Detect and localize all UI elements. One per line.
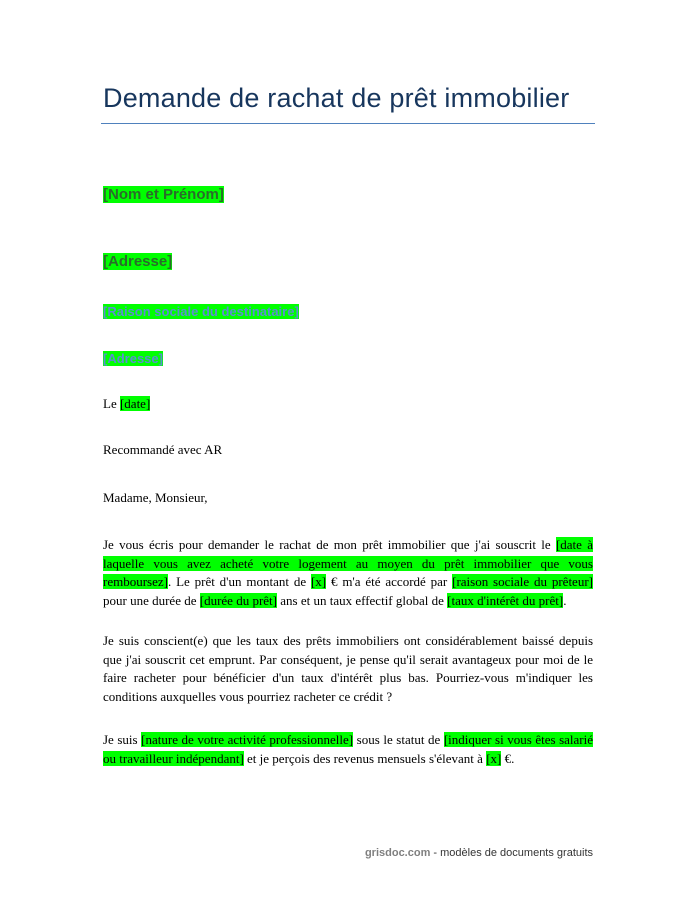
date-placeholder: [date] [119, 396, 151, 411]
p3-text-3: et je perçois des revenus mensuels s'élevant à [243, 750, 487, 766]
recipient-company-field [103, 304, 299, 319]
p1-duration-placeholder: [durée du prêt] [199, 592, 277, 608]
delivery-mode: Recommandé avec AR [103, 442, 223, 457]
paragraph-request: Je suis conscient(e) que les taux des prêts immobiliers ont considérablement baissé depuis que j'ai souscrit cet emprunt. Par conséquent, je pense qu'il serait avantageux pour moi de le faire racheter pour bénéficier d'un taux d'intérêt plus bas. Pourriez-vous m'indiquer les conditions auxquelles vous pourriez racheter ce crédit ? [103, 633, 593, 704]
sender-address-field [103, 253, 172, 270]
date-prefix: Le [103, 396, 120, 411]
p1-text-2: . Le prêt d'un montant de [167, 574, 311, 589]
p1-purchase-date-placeholder: [date à laquelle vous avez acheté votre logement au moyen du prêt immobilier que vous remboursez] [103, 537, 593, 589]
recipient-address-placeholder: [Adresse] [103, 351, 163, 366]
document-title: Demande de rachat de prêt immobilier [103, 83, 570, 113]
p1-text-5: ans et un taux effectif global de [277, 592, 448, 608]
sender-address-placeholder: [Adresse] [103, 253, 173, 270]
title-underline [101, 123, 595, 124]
p1-text-1: Je vous écris pour demander le rachat de mon prêt immobilier que j'ai souscrit le [103, 537, 556, 552]
p3-activity-placeholder: [nature de votre activité professionnelle] [141, 732, 354, 747]
p3-text-1: Je suis [103, 732, 142, 747]
p3-text-4: €. [501, 750, 515, 766]
sender-name-placeholder: [Nom et Prénom] [103, 186, 224, 203]
footer [365, 847, 593, 859]
p1-amount-placeholder: [x] [310, 574, 327, 589]
p1-text-4: pour une durée de [103, 592, 200, 608]
paragraph-loan-details [103, 536, 593, 610]
recipient-company-placeholder: [Raison sociale du destinataire] [103, 304, 299, 319]
date-line [103, 396, 150, 412]
salutation: Madame, Monsieur, [103, 490, 208, 505]
sender-name-field [103, 186, 224, 203]
p3-text-2: sous le statut de [353, 732, 444, 747]
recipient-address-field [103, 351, 163, 366]
p3-income-placeholder: [x] [486, 750, 502, 766]
paragraph-income [103, 731, 593, 768]
p1-text-6: . [563, 592, 567, 608]
footer-tagline: - modèles de documents gratuits [430, 847, 593, 859]
footer-brand-link[interactable]: grisdoc.com [364, 847, 431, 859]
p1-rate-placeholder: [taux d'intérêt du prêt] [447, 592, 564, 608]
p1-text-3: € m'a été accordé par [326, 574, 453, 589]
p1-lender-placeholder: [raison sociale du prêteur] [452, 574, 593, 589]
p3-status-placeholder: [indiquer si vous êtes salarié ou travailleur indépendant] [103, 732, 594, 766]
